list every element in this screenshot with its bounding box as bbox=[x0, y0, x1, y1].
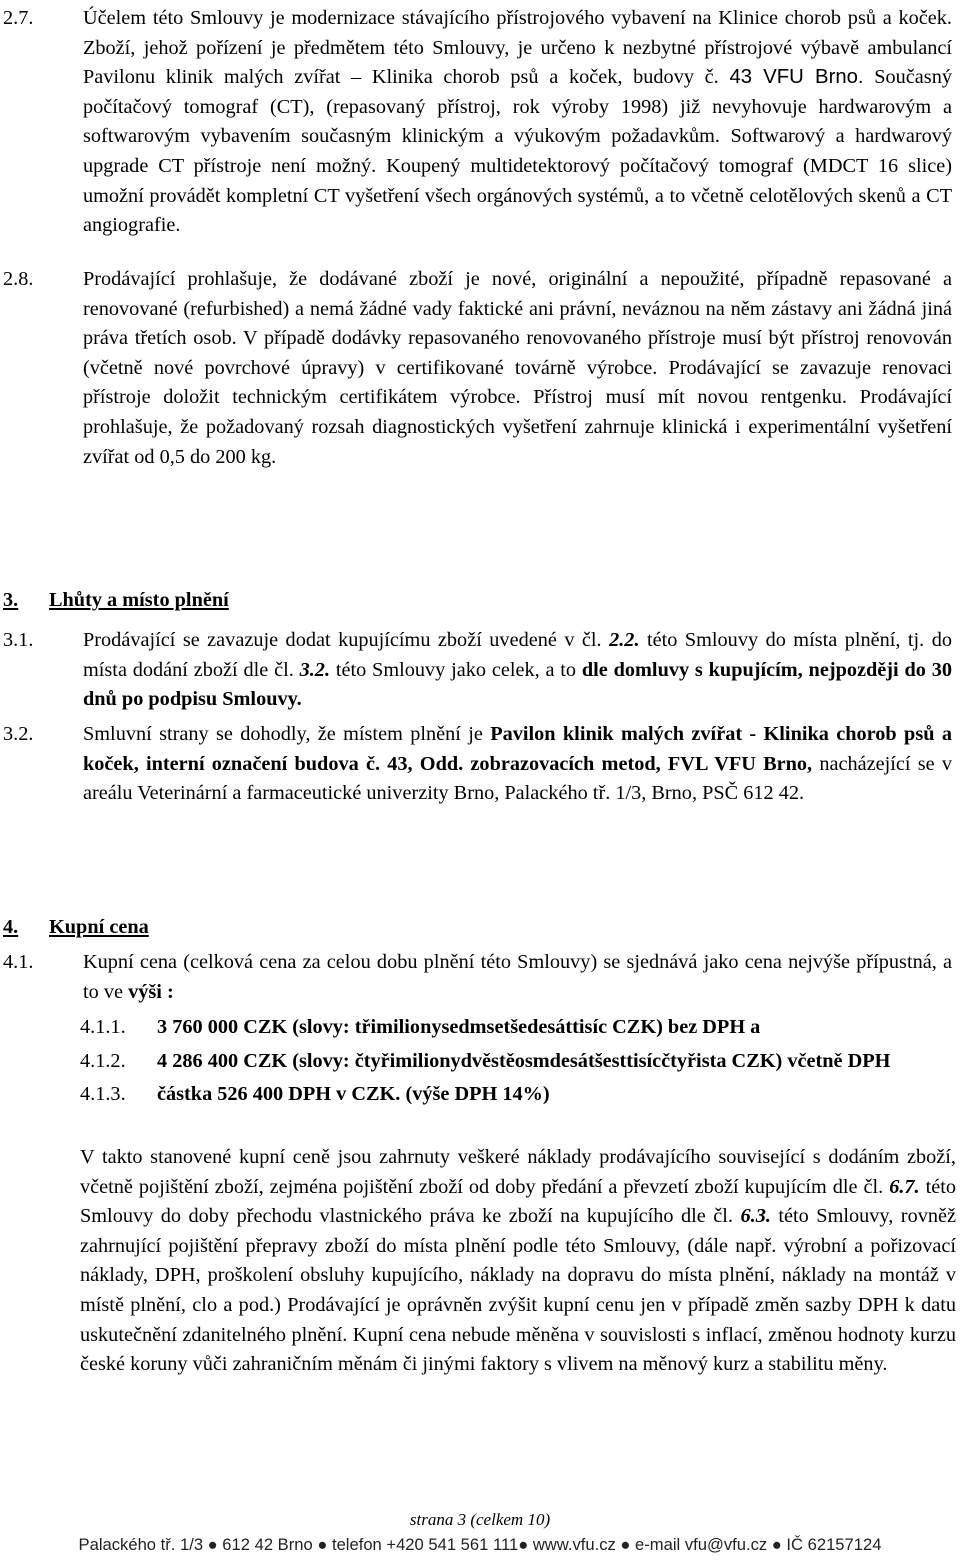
clause-text: Prodávající prohlašuje, že dodávané zboží je nové, originální a nepoužité, případně repasované a renovované (refurbished) a nemá žádné vady faktické ani právní, neváznou na něm zástavy ani žádná jiná práva třetích osob. V případě dodávky repasovaného renovovaného přístroje musí být přístroj renovován (včetně nové povrchové úpravy) v certifikované továrně výrobce. Prodávající se zavazuje renovaci přístroje doložit technickým certifikátem výrobce. Přístroj musí mít novou rentgenku. Prodávající prohlašuje, že požadovaný rozsah diagnostických vyšetření zahrnuje klinická i experimentální vyšetření zvířat od 0,5 do 200 kg. bbox=[83, 268, 952, 468]
clause-text bbox=[83, 626, 956, 715]
section-number: 3. bbox=[3, 589, 19, 611]
article-reference: 2.2. bbox=[609, 629, 640, 651]
paragraph-text-part: V takto stanovené kupní ceně jsou zahrnuty veškeré náklady prodávajícího související s dodáním zboží, včetně pojištění zboží, zejména pojištění zboží od doby předání a převzetí zboží kupujícím dle čl. bbox=[80, 1146, 956, 1198]
item-text: 4 286 400 CZK (slovy: čtyřimilionydvěstěosmdesátšesttisícčtyřista CZK) včetně DPH bbox=[157, 1049, 891, 1072]
section-4-heading bbox=[3, 913, 149, 943]
clause-text-bold: dle domluvy s kupujícím, nejpozději do 30 dnů po podpisu Smlouvy. bbox=[83, 658, 952, 711]
clause-3-2 bbox=[3, 720, 956, 809]
clause-text-part: Prodávající se zavazuje dodat kupujícímu zboží uvedené v čl. bbox=[83, 629, 602, 651]
clause-number: 2.8. bbox=[3, 268, 34, 290]
article-reference: 3.2. bbox=[299, 658, 331, 681]
clause-number: 3.1. bbox=[3, 629, 34, 651]
clause-text-part: této Smlouvy do místa plnění, tj. do místa dodání zboží dle čl. bbox=[83, 629, 952, 681]
clause-text-part: Smluvní strany se dohodly, že místem plnění je bbox=[83, 723, 483, 745]
clause-text-part: 43 VFU Brno. bbox=[729, 66, 864, 89]
paragraph-text-part: této Smlouvy do doby přechodu vlastnického práva ke zboží na kupujícího dle čl. bbox=[80, 1175, 956, 1228]
price-paragraph bbox=[80, 1143, 960, 1380]
clause-text bbox=[83, 4, 956, 241]
clause-2-7 bbox=[3, 4, 956, 241]
article-reference: 6.7. bbox=[889, 1175, 920, 1198]
clause-number: 2.7. bbox=[3, 7, 34, 29]
clause-2-8 bbox=[3, 265, 956, 472]
article-reference: 6.3. bbox=[740, 1205, 771, 1228]
section-title: Kupní cena bbox=[49, 916, 149, 938]
item-number: 4.1.2. bbox=[80, 1049, 126, 1072]
section-3-heading bbox=[3, 586, 229, 616]
section-number: 4. bbox=[3, 916, 19, 938]
clause-number: 3.2. bbox=[3, 723, 34, 745]
section-title: Lhůty a místo plnění bbox=[49, 589, 229, 611]
item-text: částka 526 400 DPH v CZK. (výše DPH 14%) bbox=[157, 1083, 550, 1106]
page-number: strana 3 (celkem 10) bbox=[409, 1510, 551, 1529]
clause-text-part: této Smlouvy jako celek, a to bbox=[335, 658, 577, 681]
clause-text-bold: Pavilon klinik malých zvířat - Klinika chorob psů a koček, interní označení budova č. 43, Odd. zobrazovacích metod, FVL VFU Brno, bbox=[83, 723, 952, 775]
item-text: 3 760 000 CZK (slovy: třimilionysedmsetšedesáttisíc CZK) bez DPH a bbox=[157, 1016, 761, 1038]
price-items bbox=[80, 1009, 956, 1110]
price-item bbox=[80, 1013, 956, 1043]
footer-contact: Palackého tř. 1/3 ● 612 42 Brno ● telefon +420 541 561 111● www.vfu.cz ● e-mail vfu@vfu.cz ● IČ 62157124 bbox=[78, 1535, 882, 1554]
price-item bbox=[80, 1080, 956, 1110]
clause-text bbox=[83, 720, 956, 809]
clause-text-part: nacházející se v areálu Veterinární a farmaceutické univerzity Brno, Palackého tř. 1/3, Brno, PSČ 612 42. bbox=[83, 752, 952, 805]
clause-text bbox=[83, 948, 956, 1007]
item-number: 4.1.1. bbox=[80, 1016, 126, 1038]
clause-4-1 bbox=[3, 948, 956, 1007]
clause-text-part: Účelem této Smlouvy je modernizace stávajícího přístrojového vybavení na Klinice chorob psů a koček. Zboží, jehož pořízení je předmětem této Smlouvy, je určeno k nezbytné přístrojové výbavě ambulancí Pavilonu klinik malých zvířat – Klinika chorob psů a koček, budovy č. bbox=[83, 7, 952, 89]
paragraph-text-part: této Smlouvy, rovněž zahrnující pojištění přepravy zboží do místa plnění podle této Smlouvy, (dále např. výrobní a pořizovací náklady, DPH, proškolení obsluhy kupujícího, náklady na dopravu do místa plnění, náklady na montáž v místě plnění, clo a pod.) Prodávající je oprávněn zvýšit kupní cenu jen v případě změn sazby DPH k datu uskutečnění zdanitelného plnění. Kupní cena nebude měněna v souvislosti s inflací, změnou hodnoty kurzu české koruny vůči zahraničním měnám či jinými faktory s vlivem na měnový kurz a stabilitu měny. bbox=[80, 1205, 956, 1376]
clause-3-1 bbox=[3, 626, 956, 715]
item-number: 4.1.3. bbox=[80, 1083, 126, 1106]
clause-text-part: Současný počítačový tomograf (CT), (repasovaný přístroj, rok výroby 1998) již nevyhovuje hardwarovým a softwarovým vybavením současným klinickým a výukovým požadavkům. Softwarový a hardwarový upgrade CT přístroje není možný. Koupený multidetektorový počítačový tomograf (MDCT 16 slice) umožní provádět kompletní CT vyšetření všech orgánových systémů, a to včetně celotělových skenů a CT angiografie. bbox=[83, 66, 952, 237]
clause-text-bold: výši : bbox=[128, 980, 174, 1003]
clause-number: 4.1. bbox=[3, 951, 34, 973]
price-item bbox=[80, 1047, 956, 1077]
clause-text-part: Kupní cena (celková cena za celou dobu plnění této Smlouvy) se sjednává jako cena nejvýše přípustná, a to ve bbox=[83, 951, 952, 1003]
